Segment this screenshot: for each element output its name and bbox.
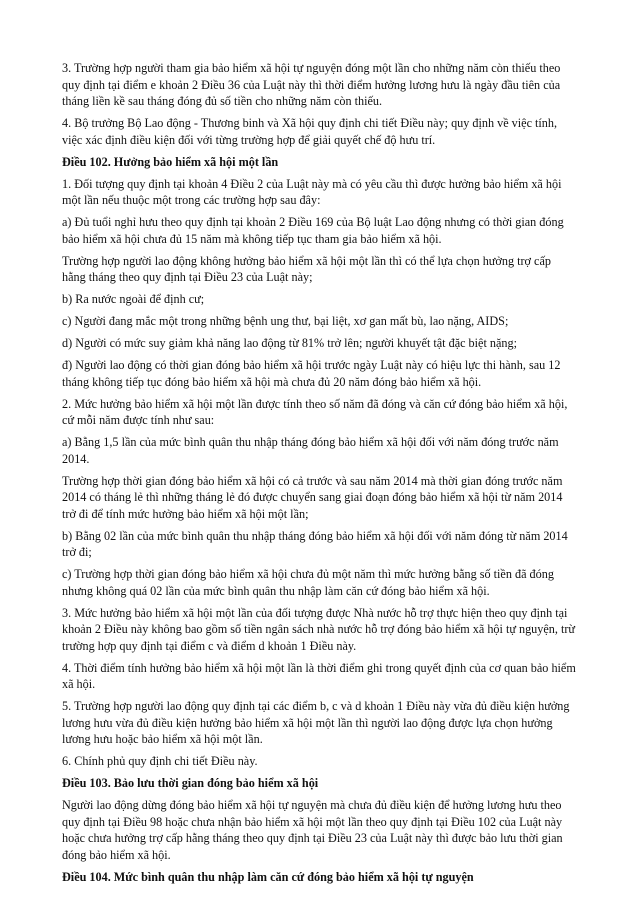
body-paragraph: 2. Mức hưởng bảo hiểm xã hội một lần được tính theo số năm đã đóng và căn cứ đóng bảo hiểm xã hội, cứ mỗi năm được tính như sau: <box>62 396 568 427</box>
body-paragraph: 3. Trường hợp người tham gia bảo hiểm xã hội tự nguyện đóng một lần cho những năm còn thiếu theo quy định tại điểm e khoản 2 Điều 36 của Luật này thì thời điểm hưởng lương hưu là ngày đầu tiên của tháng liền kề sau tháng đóng đủ số tiền cho những năm còn thiếu. <box>62 61 561 108</box>
body-paragraph: 4. Thời điểm tính hưởng bảo hiểm xã hội một lần là thời điểm ghi trong quyết định của cơ quan bảo hiểm xã hội. <box>62 660 576 691</box>
body-paragraph: 5. Trường hợp người lao động quy định tại các điểm b, c và d khoản 1 Điều này vừa đủ điều kiện hưởng lương hưu vừa đủ điều kiện hưởng bảo hiểm xã hội một lần thì người lao động được lựa chọn hưởng lương hưu hoặc bảo hiểm xã hội một lần. <box>62 699 570 746</box>
body-paragraph: c) Trường hợp thời gian đóng bảo hiểm xã hội chưa đủ một năm thì mức hưởng bằng số tiền đã đóng nhưng không quá 02 lần của mức bình quân thu nhập làm căn cứ đóng bảo hiểm xã hội. <box>62 567 554 598</box>
article-heading: Điều 102. Hưởng bảo hiểm xã hội một lần <box>62 154 279 169</box>
body-paragraph: Trường hợp người lao động không hưởng bảo hiểm xã hội một lần thì có thể lựa chọn hưởng trợ cấp hằng tháng theo quy định tại Điều 23 của Luật này; <box>62 253 551 284</box>
body-paragraph: c) Người đang mắc một trong những bệnh ung thư, bại liệt, xơ gan mất bù, lao nặng, AIDS; <box>62 314 509 328</box>
article-heading: Điều 104. Mức bình quân thu nhập làm căn cứ đóng bảo hiểm xã hội tự nguyện <box>62 869 474 884</box>
body-paragraph: Người lao động dừng đóng bảo hiểm xã hội tự nguyện mà chưa đủ điều kiện để hưởng lương hưu theo quy định tại Điều 98 hoặc chưa nhận bảo hiểm xã hội một lần theo quy định tại Điều 102 của Luật này hoặc chưa hưởng trợ cấp hằng tháng theo quy định tại Điều 23 của Luật này thì được bảo lưu thời gian đóng bảo hiểm xã hội. <box>62 798 563 862</box>
document-body <box>62 60 576 885</box>
body-paragraph: đ) Người lao động có thời gian đóng bảo hiểm xã hội trước ngày Luật này có hiệu lực thi hành, sau 12 tháng không tiếp tục đóng bảo hiểm xã hội mà chưa đủ 20 năm đóng bảo hiểm xã hội. <box>62 358 561 389</box>
body-paragraph: 4. Bộ trưởng Bộ Lao động - Thương binh và Xã hội quy định chi tiết Điều này; quy định về việc tính, việc xác định điều kiện đối với từng trường hợp để giải quyết chế độ hưu trí. <box>62 116 558 147</box>
body-paragraph: b) Bằng 02 lần của mức bình quân thu nhập tháng đóng bảo hiểm xã hội đối với năm đóng từ năm 2014 trở đi; <box>62 528 568 559</box>
body-paragraph: d) Người có mức suy giảm khả năng lao động từ 81% trở lên; người khuyết tật đặc biệt nặng; <box>62 336 517 350</box>
article-heading: Điều 103. Bảo lưu thời gian đóng bảo hiểm xã hội <box>62 776 319 790</box>
body-paragraph: a) Đủ tuổi nghỉ hưu theo quy định tại khoản 2 Điều 169 của Bộ luật Lao động nhưng có thời gian đóng bảo hiểm xã hội chưa đủ 15 năm mà không tiếp tục tham gia bảo hiểm xã hội. <box>62 215 564 246</box>
body-paragraph: 3. Mức hưởng bảo hiểm xã hội một lần của đối tượng được Nhà nước hỗ trợ thực hiện theo quy định tại khoản 2 Điều này không bao gồm số tiền ngân sách nhà nước hỗ trợ đóng bảo hiểm xã hội tự nguyện, trừ trường hợp quy định tại điểm c và điểm d khoản 1 Điều này. <box>62 605 575 653</box>
body-paragraph: 6. Chính phủ quy định chi tiết Điều này. <box>62 754 258 768</box>
body-paragraph: Trường hợp thời gian đóng bảo hiểm xã hội có cả trước và sau năm 2014 mà thời gian đóng trước năm 2014 có tháng lẻ thì những tháng lẻ đó được chuyển sang giai đoạn đóng bảo hiểm xã hội từ năm 2014 trở đi để tính mức hưởng bảo hiểm xã hội một lần; <box>62 473 563 521</box>
body-paragraph: a) Bằng 1,5 lần của mức bình quân thu nhập tháng đóng bảo hiểm xã hội đối với năm đóng trước năm 2014. <box>62 435 559 466</box>
body-paragraph: b) Ra nước ngoài để định cư; <box>62 292 205 306</box>
body-paragraph: 1. Đối tượng quy định tại khoản 4 Điều 2 của Luật này mà có yêu cầu thì được hưởng bảo hiểm xã hội một lần nếu thuộc một trong các trường hợp sau đây: <box>62 176 562 207</box>
